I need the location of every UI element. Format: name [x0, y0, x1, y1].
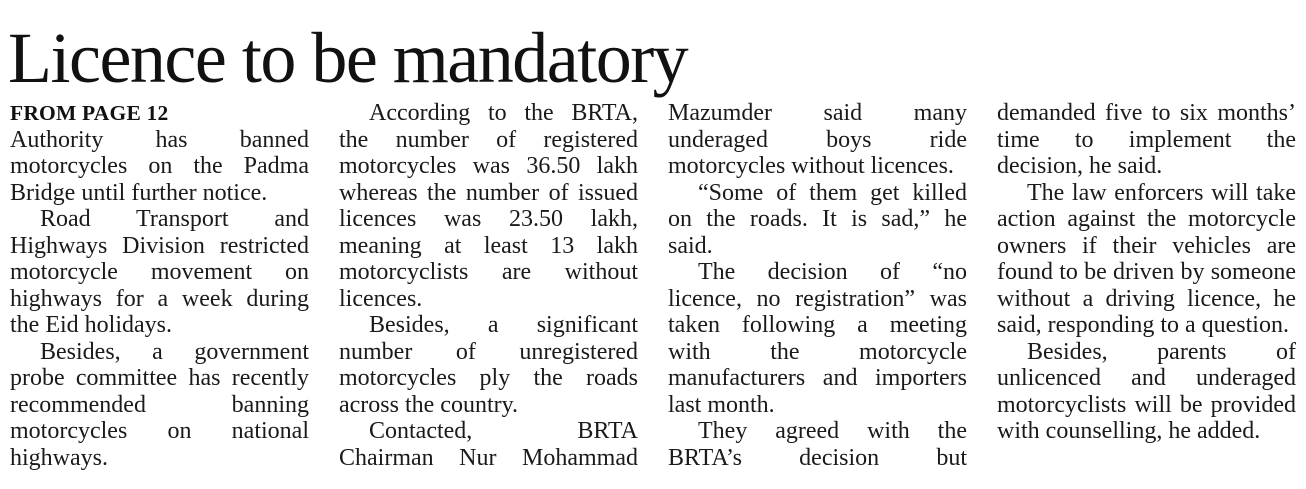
article-paragraph: Authority has banned motorcycles on the Padma Bridge until further notice. [10, 126, 309, 206]
article-paragraph: The law enforcers will take action against the motorcycle owners if their vehicles are found to be driven by someone without a driving licence, he said, responding to a question. [997, 179, 1296, 338]
article-paragraph: Besides, parents of unlicenced and underaged motorcyclists will be provided with counselling, he added. [997, 338, 1296, 444]
article-headline: Licence to be mandatory [8, 18, 688, 98]
article-paragraph: Besides, a significant number of unregistered motorcycles ply the roads across the country. [339, 312, 638, 418]
article-paragraph: “Some of them get killed on the roads. It is sad,” he said. [668, 179, 967, 259]
article-paragraph: They agreed with the BRTA’s decision but demanded five to six months’ time to implement the decision, he said. [668, 100, 1296, 471]
article-paragraph: Road Transport and Highways Division restricted motorcycle movement on highways for a week during the Eid holidays. [10, 206, 309, 338]
article-paragraph: The decision of “no licence, no registration” was taken following a meeting with the motorcycle manufacturers and importers last month. [668, 259, 967, 418]
article-body [10, 100, 1296, 472]
continuation-kicker: FROM PAGE 12 [10, 101, 169, 125]
article-paragraph: Besides, a government probe committee has recently recommended banning motorcycles on national highways. [10, 338, 309, 471]
article-paragraph: Contacted, BRTA Chairman Nur Mohammad Mazumder said many underaged boys ride motorcycles without licences. [339, 100, 967, 471]
article-paragraph: According to the BRTA, the number of registered motorcycles was 36.50 lakh whereas the number of issued licences was 23.50 lakh, meaning at least 13 lakh motorcyclists are without licences. [339, 100, 638, 312]
